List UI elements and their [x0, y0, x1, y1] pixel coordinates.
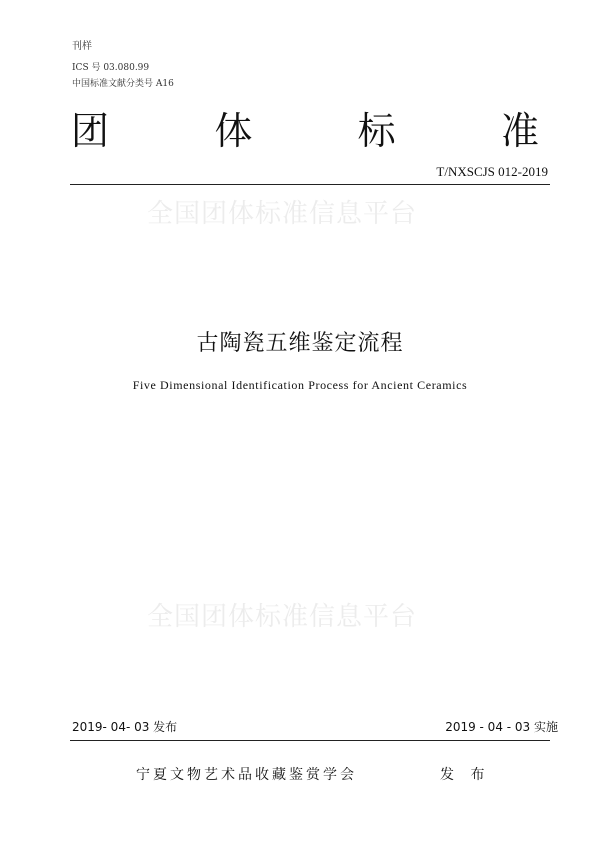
publish-label: 发 布 [440, 767, 491, 783]
heading-char: 准 [500, 109, 539, 153]
heading-char: 体 [214, 109, 253, 153]
publication-date: 2019- 04- 03 发布 [72, 720, 178, 734]
ccs-code: 中国标准文献分类号 A16 [72, 79, 174, 89]
standard-number: T/NXSCJS 012-2019 [436, 164, 548, 179]
ics-code: ICS 号 03.080.99 [72, 63, 150, 73]
watermark-bottom: 全国团体标准信息平台 [146, 602, 417, 632]
header-divider [70, 184, 550, 185]
publisher-name: 宁夏文物艺术品收藏鉴赏学会 [136, 767, 357, 783]
draft-mark: 刊样 [72, 41, 92, 52]
document-title-english: Five Dimensional Identification Process for Ancient Ceramics [132, 378, 468, 392]
heading-char: 标 [357, 109, 396, 153]
footer-divider [70, 740, 550, 741]
implementation-date: 2019 - 04 - 03 实施 [445, 720, 558, 734]
heading-char: 团 [70, 109, 109, 153]
document-title-chinese: 古陶瓷五维鉴定流程 [196, 331, 404, 356]
standard-type-heading [70, 100, 540, 155]
watermark-top: 全国团体标准信息平台 [146, 199, 417, 229]
